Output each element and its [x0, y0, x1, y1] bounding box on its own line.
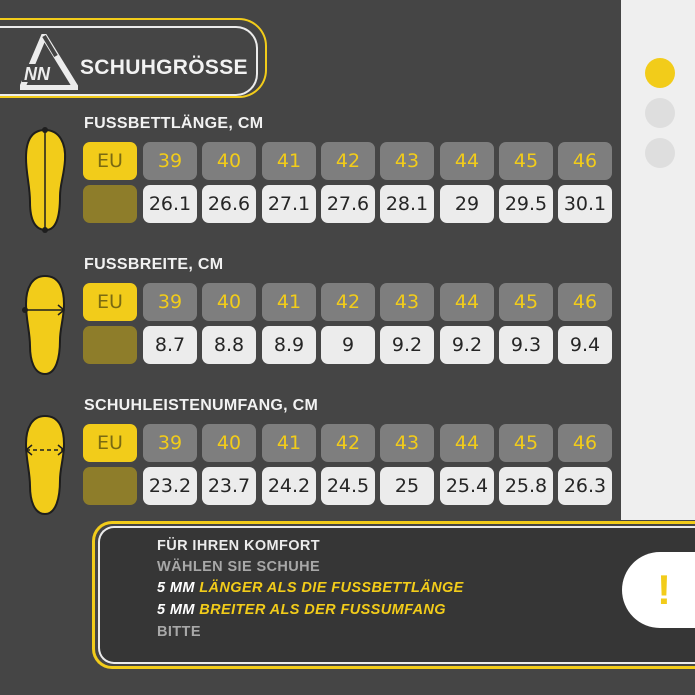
size-cell: 46	[558, 424, 612, 462]
note-line-2: WÄHLEN SIE SCHUHE	[157, 559, 321, 575]
value-cell: 30.1	[558, 185, 612, 223]
pagination-dot-active[interactable]	[645, 58, 675, 88]
value-cell: 27.6	[321, 185, 375, 223]
size-cell: 43	[380, 142, 434, 180]
value-cell: 23.2	[143, 467, 197, 505]
value-cell: 24.2	[262, 467, 316, 505]
note-line-3-highlight: LÄNGER ALS DIE FUSSBETTLÄNGE	[199, 580, 464, 596]
size-cell: 42	[321, 283, 375, 321]
eu-row-spacer	[83, 326, 137, 364]
value-cell: 25.8	[499, 467, 553, 505]
note-line-5: BITTE	[157, 624, 201, 640]
size-cell: 44	[440, 424, 494, 462]
foot-length-icon	[20, 126, 70, 234]
value-cell: 27.1	[262, 185, 316, 223]
eu-label: EU	[83, 424, 137, 462]
section-title-length: FUSSBETTLÄNGE, CM	[84, 115, 264, 132]
brand-logo-icon	[20, 34, 78, 90]
page-title: SCHUHGRÖSSE	[80, 56, 248, 79]
logo-text: NN	[24, 64, 50, 84]
size-cell: 42	[321, 142, 375, 180]
size-cell: 45	[499, 283, 553, 321]
value-cell: 9.2	[440, 326, 494, 364]
section-title-width: FUSSBREITE, CM	[84, 256, 224, 273]
value-cell: 8.7	[143, 326, 197, 364]
size-cell: 43	[380, 424, 434, 462]
eu-label: EU	[83, 142, 137, 180]
size-cell: 40	[202, 424, 256, 462]
size-cell: 40	[202, 283, 256, 321]
note-line-3	[157, 580, 464, 596]
eu-label: EU	[83, 283, 137, 321]
size-cell: 45	[499, 424, 553, 462]
value-cell: 28.1	[380, 185, 434, 223]
value-cell: 25.4	[440, 467, 494, 505]
size-cell: 39	[143, 142, 197, 180]
note-line-4	[157, 602, 446, 618]
foot-circumference-icon	[20, 414, 70, 518]
eu-row-spacer	[83, 185, 137, 223]
note-line-3-prefix: 5 MM	[157, 580, 200, 596]
pagination-dot[interactable]	[645, 138, 675, 168]
size-cell: 39	[143, 424, 197, 462]
note-line-4-prefix: 5 MM	[157, 602, 200, 618]
size-cell: 40	[202, 142, 256, 180]
size-cell: 42	[321, 424, 375, 462]
value-cell: 29.5	[499, 185, 553, 223]
size-cell: 41	[262, 142, 316, 180]
value-cell: 23.7	[202, 467, 256, 505]
size-cell: 45	[499, 142, 553, 180]
value-cell: 26.3	[558, 467, 612, 505]
foot-width-icon	[20, 274, 70, 378]
pagination-dot[interactable]	[645, 98, 675, 128]
exclamation-icon: !	[657, 566, 671, 613]
value-cell: 8.9	[262, 326, 316, 364]
size-cell: 44	[440, 142, 494, 180]
size-cell: 46	[558, 283, 612, 321]
value-cell: 9	[321, 326, 375, 364]
value-cell: 24.5	[321, 467, 375, 505]
value-cell: 8.8	[202, 326, 256, 364]
size-cell: 44	[440, 283, 494, 321]
value-cell: 26.1	[143, 185, 197, 223]
size-cell: 43	[380, 283, 434, 321]
value-cell: 26.6	[202, 185, 256, 223]
note-line-1: FÜR IHREN KOMFORT	[157, 538, 321, 554]
value-cell: 9.4	[558, 326, 612, 364]
note-line-4-highlight: BREITER ALS DER FUSSUMFANG	[199, 602, 446, 618]
size-cell: 46	[558, 142, 612, 180]
value-cell: 9.2	[380, 326, 434, 364]
section-title-circumference: SCHUHLEISTENUMFANG, CM	[84, 397, 319, 414]
eu-row-spacer	[83, 467, 137, 505]
size-cell: 39	[143, 283, 197, 321]
value-cell: 25	[380, 467, 434, 505]
value-cell: 9.3	[499, 326, 553, 364]
size-cell: 41	[262, 424, 316, 462]
value-cell: 29	[440, 185, 494, 223]
size-cell: 41	[262, 283, 316, 321]
